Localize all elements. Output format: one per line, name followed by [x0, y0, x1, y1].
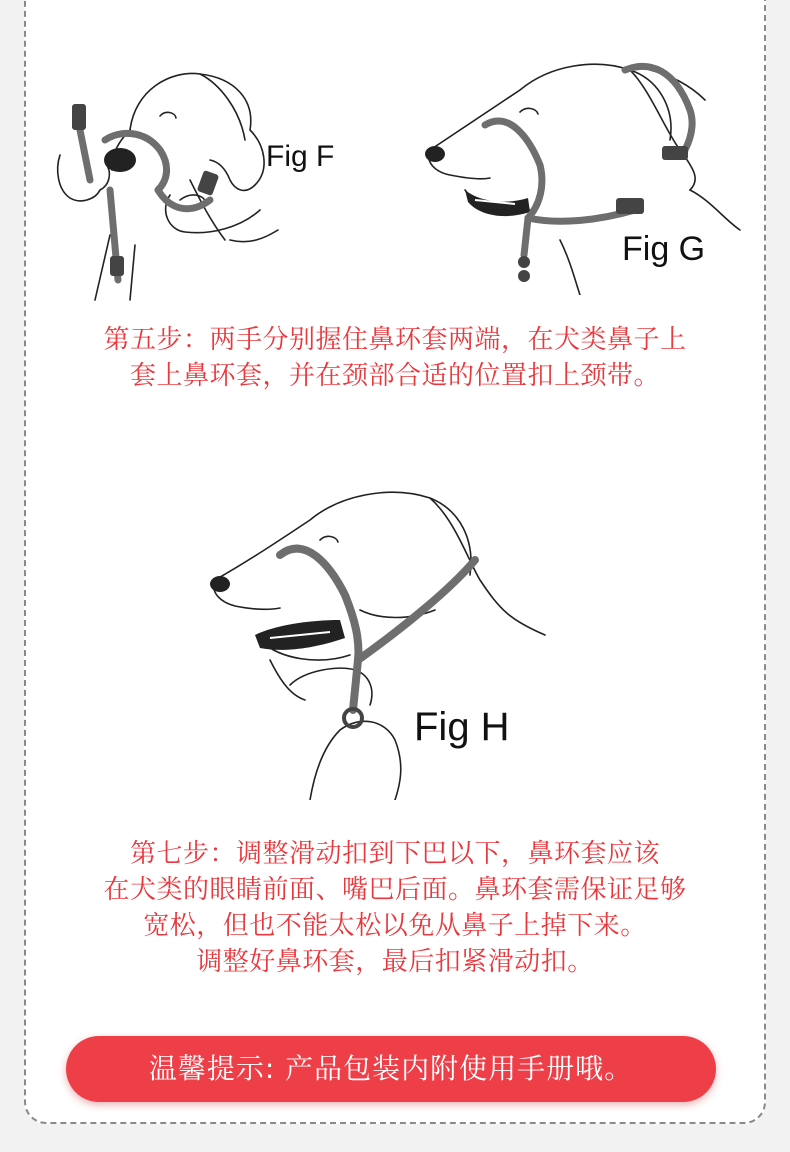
tip-banner: [66, 1036, 716, 1102]
fig-f-illustration: [50, 60, 280, 305]
step-7-line-3: 宽松，但也不能太松以免从鼻子上掉下来。: [143, 911, 647, 941]
fig-h-label: Fig H: [414, 705, 510, 749]
step-7-instructions: [24, 836, 766, 980]
step-7-line-4: 调整好鼻环套，最后扣紧滑动扣。: [196, 947, 594, 977]
tip-text: 温馨提示: 产品包装内附使用手册哦。: [148, 1052, 634, 1085]
fig-f-label: Fig F: [266, 140, 335, 173]
step-7-line-1: 第七步：调整滑动扣到下巴以下，鼻环套应该: [129, 839, 660, 869]
fig-g-label: Fig G: [622, 230, 706, 268]
fig-h-illustration: [210, 480, 560, 800]
step-7-line-2: 在犬类的眼睛前面、嘴巴后面。鼻环套需保证足够: [103, 875, 687, 905]
step-5-line-1: 第五步：两手分别握住鼻环套两端，在犬类鼻子上: [103, 325, 687, 355]
step-5-instructions: [24, 322, 766, 394]
step-5-line-2: 套上鼻环套，并在颈部合适的位置扣上颈带。: [129, 361, 660, 391]
